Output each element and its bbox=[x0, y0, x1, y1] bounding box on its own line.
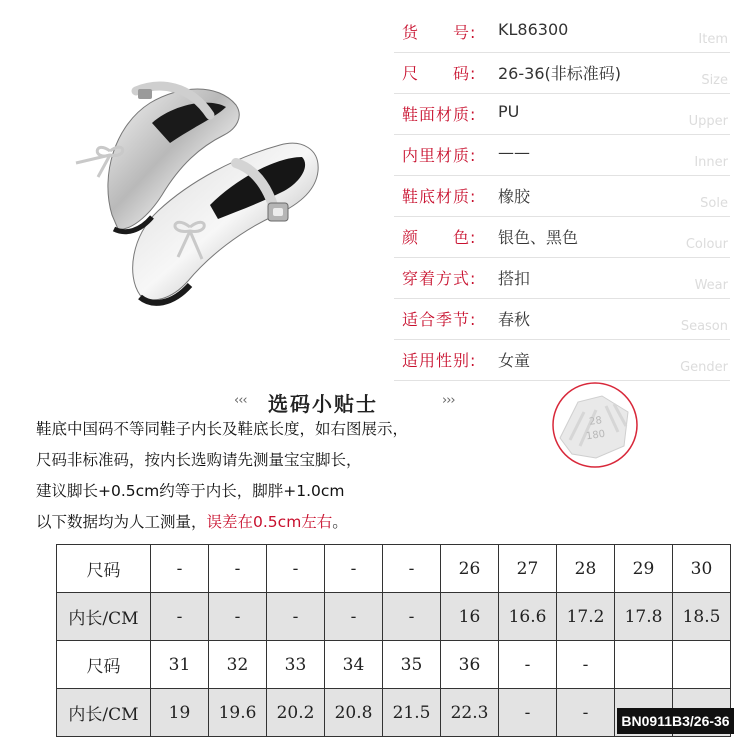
spec-label: 尺 码: bbox=[402, 64, 477, 83]
table-cell: - bbox=[267, 593, 325, 641]
spec-en-label: Wear bbox=[694, 278, 728, 293]
spec-row-sole bbox=[394, 176, 730, 217]
table-cell: 20.2 bbox=[267, 689, 325, 737]
table-row bbox=[57, 593, 731, 641]
spec-en-label: Season bbox=[680, 319, 728, 334]
table-cell: - bbox=[151, 593, 209, 641]
sole-size-mark: 28 bbox=[588, 415, 603, 428]
table-cell: - bbox=[325, 545, 383, 593]
table-cell: - bbox=[151, 545, 209, 593]
table-cell: - bbox=[325, 593, 383, 641]
table-cell: 17.8 bbox=[615, 593, 673, 641]
spec-row-inner bbox=[394, 135, 730, 176]
spec-row-item bbox=[394, 12, 730, 53]
tips-line-text: 以下数据均为人工测量， bbox=[36, 513, 207, 531]
table-row bbox=[57, 545, 731, 593]
table-cell: 33 bbox=[267, 641, 325, 689]
product-code-badge: BN0911B3/26-36 bbox=[617, 708, 734, 734]
spec-value: 春秋 bbox=[498, 310, 531, 329]
spec-label: 适用性别: bbox=[402, 351, 477, 370]
table-cell: 31 bbox=[151, 641, 209, 689]
tips-text bbox=[36, 414, 536, 538]
table-cell: 36 bbox=[441, 641, 499, 689]
spec-value: 银色、黑色 bbox=[498, 228, 579, 247]
tips-line: 建议脚长+0.5cm约等于内长，脚胖+1.0cm bbox=[36, 482, 345, 500]
row-header: 尺码 bbox=[57, 545, 151, 593]
spec-row-colour bbox=[394, 217, 730, 258]
table-cell: 16.6 bbox=[499, 593, 557, 641]
spec-label: 穿着方式: bbox=[402, 269, 477, 288]
table-cell: - bbox=[499, 641, 557, 689]
spec-label: 货 号: bbox=[402, 23, 477, 42]
row-header: 内长/CM bbox=[57, 593, 151, 641]
tips-line: 尺码非标准码，按内长选购请先测量宝宝脚长， bbox=[36, 451, 362, 469]
spec-row-gender bbox=[394, 340, 730, 381]
tips-line-end: 。 bbox=[332, 513, 348, 531]
table-cell: 32 bbox=[209, 641, 267, 689]
left-chevrons-icon: ‹‹‹ bbox=[234, 393, 247, 408]
table-cell: 27 bbox=[499, 545, 557, 593]
spec-value: 26-36(非标准码) bbox=[498, 64, 621, 83]
row-header: 内长/CM bbox=[57, 689, 151, 737]
table-cell bbox=[615, 641, 673, 689]
tips-title: 选码小贴士 bbox=[268, 392, 378, 416]
table-cell: - bbox=[557, 641, 615, 689]
table-cell: - bbox=[209, 593, 267, 641]
table-cell: 17.2 bbox=[557, 593, 615, 641]
spec-en-label: Item bbox=[698, 32, 728, 47]
table-cell: 26 bbox=[441, 545, 499, 593]
table-cell: - bbox=[383, 545, 441, 593]
table-row bbox=[57, 641, 731, 689]
spec-value: KL86300 bbox=[498, 20, 569, 39]
spec-value: PU bbox=[498, 102, 520, 121]
spec-value: 橡胶 bbox=[498, 187, 531, 206]
spec-en-label: Colour bbox=[685, 237, 728, 252]
table-cell: 16 bbox=[441, 593, 499, 641]
sole-closeup-image bbox=[552, 382, 638, 468]
spec-label: 内里材质: bbox=[402, 146, 477, 165]
spec-en-label: Inner bbox=[694, 155, 728, 170]
table-cell: 21.5 bbox=[383, 689, 441, 737]
table-cell: - bbox=[557, 689, 615, 737]
table-cell: 34 bbox=[325, 641, 383, 689]
table-cell: 19.6 bbox=[209, 689, 267, 737]
tips-error-note: 误差在0.5cm左右 bbox=[206, 513, 333, 531]
spec-list bbox=[394, 12, 730, 381]
tips-line bbox=[36, 507, 536, 538]
spec-en-label: Gender bbox=[680, 360, 728, 375]
table-cell: - bbox=[383, 593, 441, 641]
table-cell: 30 bbox=[673, 545, 731, 593]
table-cell: 19 bbox=[151, 689, 209, 737]
spec-label: 鞋底材质: bbox=[402, 187, 477, 206]
spec-value: 搭扣 bbox=[498, 269, 531, 288]
table-cell: 22.3 bbox=[441, 689, 499, 737]
table-cell: 29 bbox=[615, 545, 673, 593]
spec-value: —— bbox=[498, 143, 530, 162]
spec-label: 颜 色: bbox=[402, 228, 477, 247]
spec-row-wear bbox=[394, 258, 730, 299]
table-cell: 18.5 bbox=[673, 593, 731, 641]
table-cell: 35 bbox=[383, 641, 441, 689]
spec-row-season bbox=[394, 299, 730, 340]
product-photo bbox=[40, 45, 340, 335]
sole-length-mark: 180 bbox=[585, 428, 606, 443]
row-header: 尺码 bbox=[57, 641, 151, 689]
spec-en-label: Size bbox=[701, 73, 728, 88]
spec-value: 女童 bbox=[498, 351, 531, 370]
table-cell: 28 bbox=[557, 545, 615, 593]
spec-en-label: Sole bbox=[700, 196, 728, 211]
spec-label: 鞋面材质: bbox=[402, 105, 477, 124]
spec-row-upper bbox=[394, 94, 730, 135]
table-cell: - bbox=[209, 545, 267, 593]
spec-row-size bbox=[394, 53, 730, 94]
table-cell: 20.8 bbox=[325, 689, 383, 737]
right-chevrons-icon: ››› bbox=[442, 393, 455, 408]
table-cell: - bbox=[267, 545, 325, 593]
tips-line: 鞋底中国码不等同鞋子内长及鞋底长度，如右图展示， bbox=[36, 420, 409, 438]
spec-label: 适合季节: bbox=[402, 310, 477, 329]
spec-en-label: Upper bbox=[688, 114, 728, 129]
table-cell bbox=[673, 641, 731, 689]
table-cell: - bbox=[499, 689, 557, 737]
